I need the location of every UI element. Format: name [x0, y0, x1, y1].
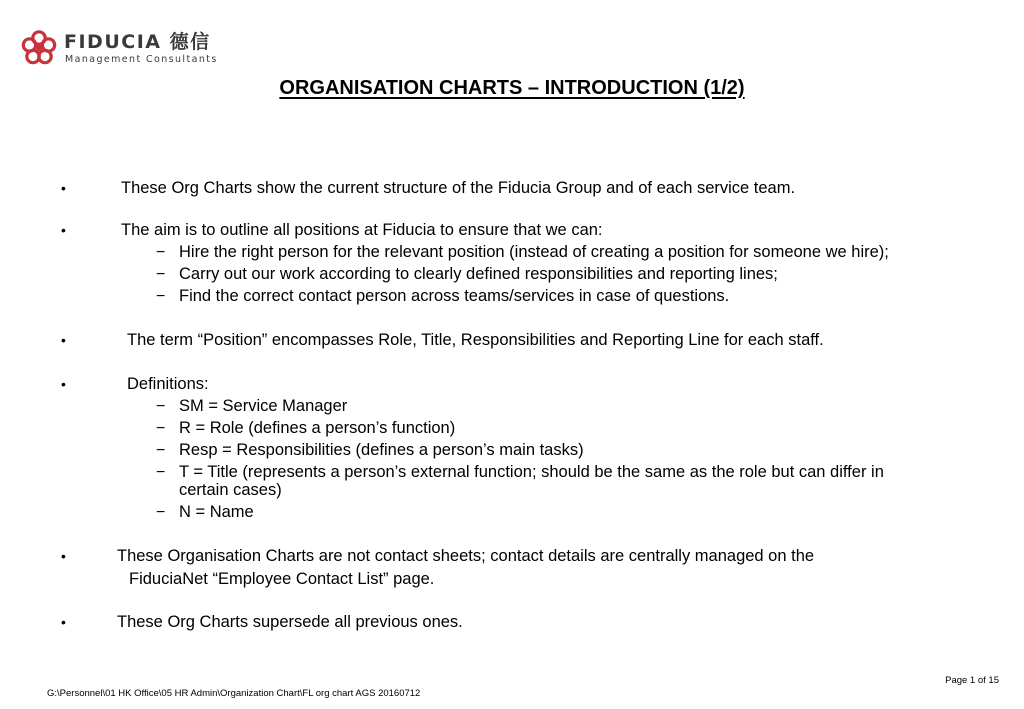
- page-title: ORGANISATION CHARTS – INTRODUCTION (1/2): [279, 77, 745, 99]
- bullet-icon: •: [61, 222, 66, 238]
- company-logo: [20, 26, 220, 70]
- bullet-icon: •: [61, 180, 66, 196]
- bullet-icon: •: [61, 614, 66, 630]
- definition-resp: Resp = Responsibilities (defines a person’s main tasks): [179, 441, 584, 459]
- file-path: G:\Personnel\01 HK Office\05 HR Admin\Organization Chart\FL org chart AGS 20160712: [47, 688, 421, 699]
- flower-logo-icon: [20, 29, 58, 67]
- definition-title-continued: certain cases): [179, 481, 282, 499]
- dash-icon: −: [156, 504, 166, 521]
- bullet-icon: •: [61, 376, 66, 392]
- definition-sm: SM = Service Manager: [179, 397, 348, 415]
- bullet-icon: •: [61, 332, 66, 348]
- sub-item-contact: Find the correct contact person across teams/services in case of questions.: [179, 287, 730, 305]
- dash-icon: −: [156, 244, 166, 261]
- page-number: Page 1 of 15: [945, 675, 999, 686]
- definition-role: R = Role (defines a person’s function): [179, 419, 456, 437]
- dash-icon: −: [156, 266, 166, 283]
- bullet-contact-sheets-continued: FiduciaNet “Employee Contact List” page.: [129, 570, 435, 588]
- logo-subtitle: Management Consultants: [65, 54, 218, 65]
- bullet-definitions: Definitions:: [127, 375, 209, 393]
- logo-name: FIDUCIA 德信: [64, 31, 211, 53]
- sub-item-hire: Hire the right person for the relevant position (instead of creating a position for someone we hire);: [179, 243, 889, 261]
- bullet-aim: The aim is to outline all positions at Fiducia to ensure that we can:: [121, 221, 603, 239]
- bullet-org-charts-structure: These Org Charts show the current structure of the Fiducia Group and of each service team.: [121, 179, 796, 197]
- bullet-icon: •: [61, 548, 66, 564]
- bullet-supersede: These Org Charts supersede all previous ones.: [117, 613, 463, 631]
- dash-icon: −: [156, 398, 166, 415]
- dash-icon: −: [156, 288, 166, 305]
- bullet-contact-sheets: These Organisation Charts are not contact sheets; contact details are centrally managed on the: [117, 547, 815, 565]
- dash-icon: −: [156, 420, 166, 437]
- bullet-position-term: The term “Position” encompasses Role, Title, Responsibilities and Reporting Line for each staff.: [127, 331, 824, 349]
- dash-icon: −: [156, 442, 166, 459]
- dash-icon: −: [156, 464, 166, 481]
- definition-name: N = Name: [179, 503, 254, 521]
- definition-title: T = Title (represents a person’s external function; should be the same as the role but can differ in: [179, 463, 884, 481]
- sub-item-work: Carry out our work according to clearly defined responsibilities and reporting lines;: [179, 265, 778, 283]
